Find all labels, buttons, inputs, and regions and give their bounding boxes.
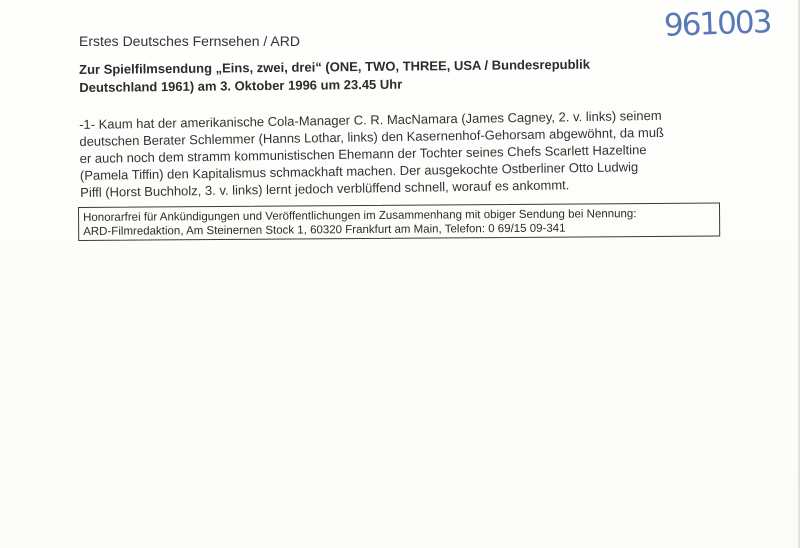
notice-line-1: Honorarfrei für Ankündigungen und Veröffentlichungen im Zusammenhang mit obiger Sendung bei Nennung: <box>83 208 637 224</box>
photo-caption <box>79 105 760 201</box>
heading-line-1: Zur Spielfilmsendung „Eins, zwei, drei“ (ONE, TWO, THREE, USA / Bundesrepublik <box>79 56 591 77</box>
notice-line-2: ARD-Filmredaktion, Am Steinernen Stock 1, 60320 Frankfurt am Main, Telefon: 0 69/15 09-341 <box>83 222 566 238</box>
program-heading <box>79 55 669 97</box>
caption-line: -1- Kaum hat der amerikanische Cola-Manager C. R. MacNamara (James Cagney, 2. v. links) seinem <box>79 107 662 132</box>
handwritten-archive-number: 961003 <box>663 4 771 44</box>
copyright-notice-box <box>78 203 720 241</box>
broadcaster-name: Erstes Deutsches Fernsehen / ARD <box>79 33 300 49</box>
caption-line: Piffl (Horst Buchholz, 3. v. links) lernt jedoch verblüffend schnell, worauf es ankommt. <box>80 177 570 200</box>
caption-line: deutschen Berater Schlemmer (Hanns Lothar, links) den Kasernenhof-Gehorsam abgewöhnt, da muß <box>79 124 665 149</box>
caption-line: er auch noch dem stramm kommunistischen Ehemann der Tochter seines Chefs Scarlett Hazeltine <box>79 142 647 166</box>
heading-line-2: Deutschland 1961) am 3. Oktober 1996 um 23.45 Uhr <box>79 76 403 95</box>
caption-line: (Pamela Tiffin) den Kapitalismus schmackhaft machen. Der ausgekochte Ostberliner Otto Ludwig <box>79 159 639 183</box>
